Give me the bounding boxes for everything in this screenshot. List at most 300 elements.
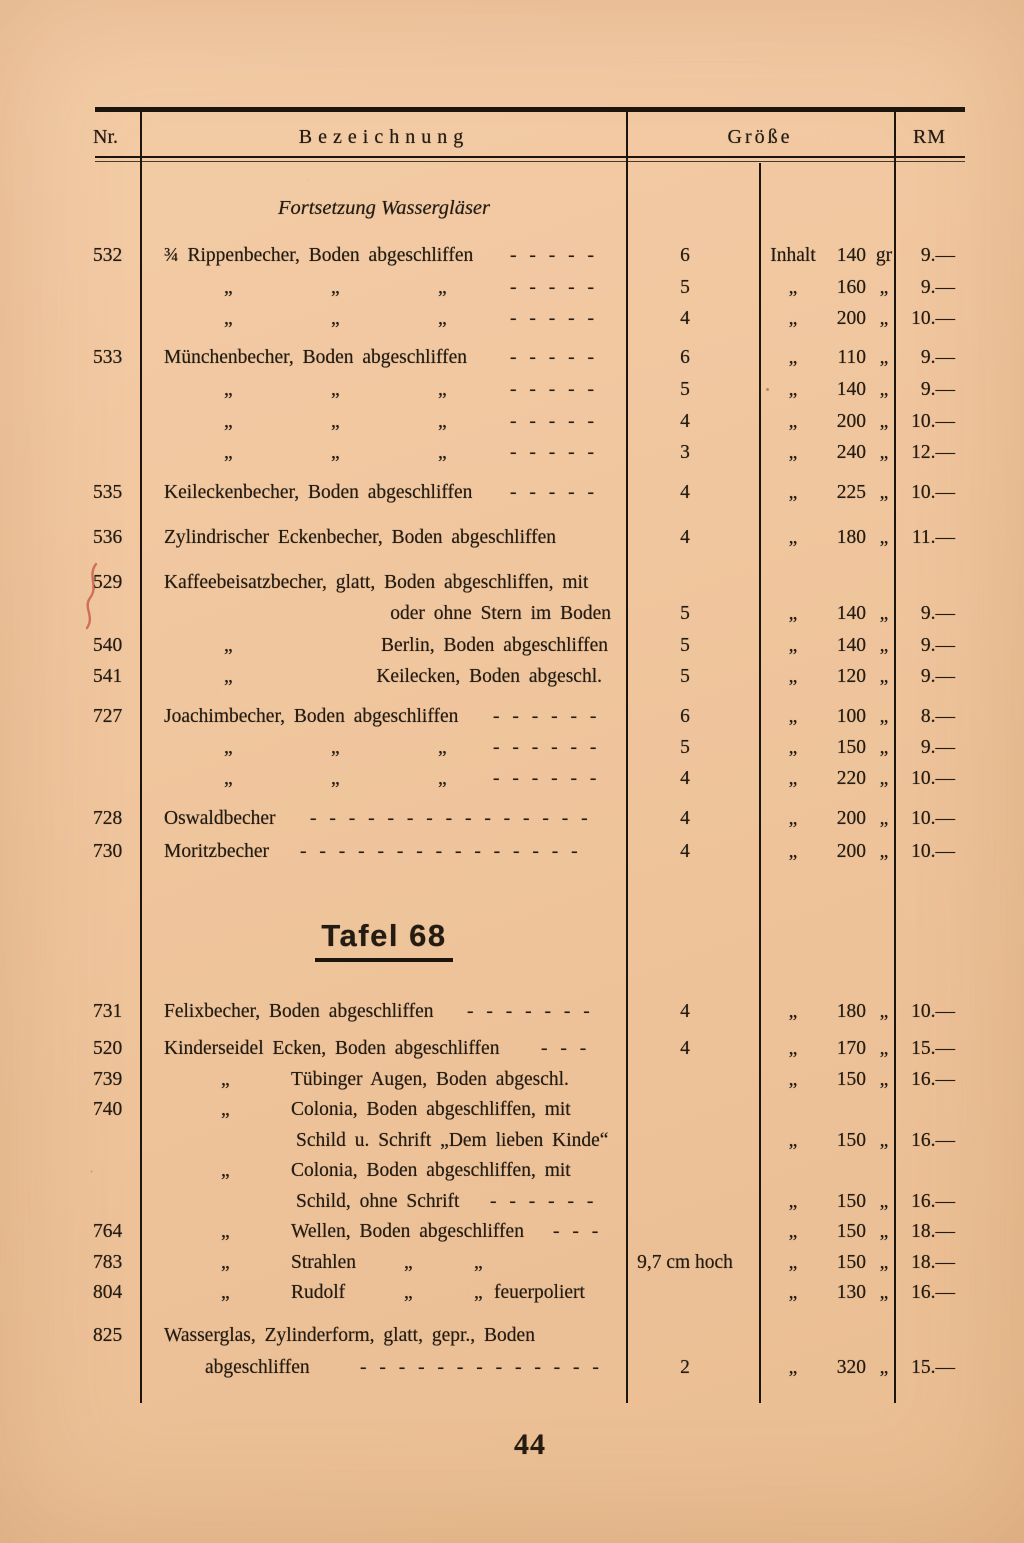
description-text: Colonia, Boden abgeschliffen, mit <box>291 1099 571 1120</box>
content-label: „ <box>788 277 798 298</box>
content-value: 130 <box>836 1282 866 1303</box>
ditto-mark: „ <box>224 379 233 400</box>
table-row <box>0 806 1024 832</box>
ditto-mark: „ <box>438 379 447 400</box>
content-cell <box>759 480 893 506</box>
table-top-rule <box>95 107 965 112</box>
description-text: Moritzbecher <box>164 841 270 862</box>
table-row <box>0 766 1024 792</box>
content-value: 140 <box>836 635 866 656</box>
price-cell: 10.— <box>911 768 955 789</box>
content-cell <box>759 999 893 1025</box>
ditto-mark: „ <box>221 1069 230 1090</box>
leader-dashes: - - - - - - <box>493 768 597 789</box>
item-number-cell: 730 <box>93 841 123 862</box>
content-cell <box>759 1189 893 1215</box>
description-text: Keilecken, Boden abgeschl. <box>376 666 602 687</box>
content-unit: „ <box>879 1357 889 1378</box>
description-cell <box>143 1158 625 1184</box>
description-cell <box>143 601 625 627</box>
table-row <box>0 1250 1024 1276</box>
description-cell <box>143 377 625 403</box>
description-text: Schild u. Schrift „Dem lieben Kinde“ <box>296 1130 609 1151</box>
ditto-mark: „ <box>331 737 340 758</box>
table-row <box>0 839 1024 865</box>
description-text: feuerpoliert <box>494 1282 585 1303</box>
description-cell <box>143 243 625 269</box>
price-cell: 18.— <box>911 1221 955 1242</box>
description-text: Felixbecher, Boden abgeschliffen <box>164 1001 434 1022</box>
leader-dashes: - - - - - <box>510 411 594 432</box>
content-label: „ <box>788 1001 798 1022</box>
content-unit: „ <box>879 482 889 503</box>
size-cell: 6 <box>680 706 690 727</box>
content-value: 100 <box>836 706 866 727</box>
leader-dashes: - - - - - <box>510 245 594 266</box>
description-cell <box>143 409 625 435</box>
price-cell: 9.— <box>920 277 955 298</box>
content-label: „ <box>788 706 798 727</box>
price-cell: 10.— <box>911 482 955 503</box>
column-header-rm: RM <box>912 126 947 148</box>
size-cell: 2 <box>680 1357 690 1378</box>
content-cell <box>759 1067 893 1093</box>
content-label: „ <box>788 1069 798 1090</box>
size-cell: 5 <box>680 379 690 400</box>
red-pencil-mark <box>80 560 106 632</box>
item-number-cell: 541 <box>93 666 123 687</box>
content-value: 150 <box>836 1130 866 1151</box>
leader-dashes: - - - - - - <box>493 706 597 727</box>
price-cell: 16.— <box>911 1282 955 1303</box>
description-text: Kinderseidel Ecken, Boden abgeschliffen <box>164 1038 500 1059</box>
price-cell: 10.— <box>911 808 955 829</box>
content-unit: „ <box>879 442 889 463</box>
content-unit: „ <box>879 841 889 862</box>
table-row <box>0 525 1024 551</box>
content-value: 170 <box>836 1038 866 1059</box>
ditto-mark: „ <box>404 1252 413 1273</box>
table-row <box>0 409 1024 435</box>
description-cell <box>143 999 625 1025</box>
item-number-cell: 520 <box>93 1038 123 1059</box>
content-value: 140 <box>836 379 866 400</box>
content-label: „ <box>788 1130 798 1151</box>
content-unit: „ <box>879 1221 889 1242</box>
content-unit: „ <box>879 1191 889 1212</box>
leader-dashes: - - - - - <box>510 347 594 368</box>
item-number-cell: 783 <box>93 1252 123 1273</box>
table-row <box>0 1323 1024 1349</box>
item-number-cell: 535 <box>93 482 123 503</box>
content-unit: „ <box>879 1130 889 1151</box>
description-text: Oswaldbecher <box>164 808 276 829</box>
ditto-mark: „ <box>438 277 447 298</box>
description-cell <box>143 345 625 371</box>
content-cell <box>759 1128 893 1154</box>
table-row <box>0 1280 1024 1306</box>
price-cell: 10.— <box>911 411 955 432</box>
price-cell: 9.— <box>920 666 955 687</box>
description-cell <box>143 664 625 690</box>
content-value: 200 <box>836 808 866 829</box>
ditto-mark: „ <box>224 277 233 298</box>
leader-dashes: - - - - - - - - - - - - - - - <box>310 808 588 829</box>
content-cell <box>759 377 893 403</box>
price-cell: 12.— <box>911 442 955 463</box>
content-cell <box>759 306 893 332</box>
price-cell: 9.— <box>920 245 955 266</box>
content-label: „ <box>788 603 798 624</box>
ditto-mark: „ <box>331 277 340 298</box>
content-cell <box>759 601 893 627</box>
content-cell <box>759 806 893 832</box>
item-number-cell: 536 <box>93 527 123 548</box>
ditto-mark: „ <box>221 1282 230 1303</box>
content-unit: gr <box>875 245 893 266</box>
ditto-mark: „ <box>438 768 447 789</box>
item-number-cell: 825 <box>93 1325 123 1346</box>
description-cell <box>143 570 625 596</box>
item-number-cell: 739 <box>93 1069 123 1090</box>
price-cell: 10.— <box>911 1001 955 1022</box>
description-text: Berlin, Boden abgeschliffen <box>381 635 608 656</box>
table-row <box>0 704 1024 730</box>
content-unit: „ <box>879 347 889 368</box>
content-label: „ <box>788 1357 798 1378</box>
section-title: Fortsetzung Wassergläser <box>277 197 491 219</box>
ditto-mark: „ <box>224 442 233 463</box>
description-text: Joachimbecher, Boden abgeschliffen <box>164 706 459 727</box>
content-label: „ <box>788 1252 798 1273</box>
paper-specks <box>766 388 769 391</box>
table-row <box>0 1036 1024 1062</box>
size-cell: 4 <box>680 482 690 503</box>
size-cell: 4 <box>680 1001 690 1022</box>
table-row <box>0 1067 1024 1093</box>
header-separator-rule <box>95 156 965 158</box>
table-row <box>0 999 1024 1025</box>
description-cell <box>143 1189 625 1215</box>
content-cell <box>759 633 893 659</box>
content-label: „ <box>788 666 798 687</box>
price-cell: 9.— <box>920 379 955 400</box>
content-value: 140 <box>836 603 866 624</box>
table-row <box>0 1158 1024 1184</box>
content-unit: „ <box>879 808 889 829</box>
leader-dashes: - - - <box>553 1221 599 1242</box>
content-value: 150 <box>836 1221 866 1242</box>
table-row <box>0 275 1024 301</box>
item-number-cell: 529 <box>93 572 123 593</box>
item-number-cell: 740 <box>93 1099 123 1120</box>
content-value: 220 <box>836 768 866 789</box>
content-cell <box>759 409 893 435</box>
ditto-mark: „ <box>404 1282 413 1303</box>
price-cell: 18.— <box>911 1252 955 1273</box>
ditto-mark: „ <box>438 737 447 758</box>
description-text: ¾ Rippenbecher, Boden abgeschliffen <box>164 245 474 266</box>
ditto-mark: „ <box>331 768 340 789</box>
column-header-groesse: Größe <box>727 126 793 148</box>
table-row <box>0 735 1024 761</box>
description-text: Strahlen <box>291 1252 356 1273</box>
leader-dashes: - - - - - - - - - - - - - <box>360 1357 599 1378</box>
description-cell <box>143 735 625 761</box>
content-unit: „ <box>879 308 889 329</box>
description-text: Kaffeebeisatzbecher, glatt, Boden abgeschliffen, mit <box>164 572 589 593</box>
description-text: Wasserglas, Zylinderform, glatt, gepr., Boden <box>164 1325 535 1346</box>
description-text: Colonia, Boden abgeschliffen, mit <box>291 1160 571 1181</box>
price-cell: 11.— <box>911 527 955 548</box>
item-number-cell: 731 <box>93 1001 123 1022</box>
leader-dashes: - - - - - - - <box>467 1001 590 1022</box>
description-text: Tübinger Augen, Boden abgeschl. <box>291 1069 569 1090</box>
description-cell <box>143 839 625 865</box>
content-cell <box>759 525 893 551</box>
tafel-heading: Tafel 68 <box>143 918 625 962</box>
content-value: 120 <box>836 666 866 687</box>
content-label: „ <box>788 379 798 400</box>
content-value: 320 <box>836 1357 866 1378</box>
ditto-mark: „ <box>438 442 447 463</box>
content-unit: „ <box>879 411 889 432</box>
content-value: 160 <box>836 277 866 298</box>
item-number-cell: 533 <box>93 347 123 368</box>
size-cell: 5 <box>680 277 690 298</box>
description-cell <box>143 1036 625 1062</box>
description-cell <box>143 1250 625 1276</box>
ditto-mark: „ <box>224 737 233 758</box>
item-number-cell: 804 <box>93 1282 123 1303</box>
content-unit: „ <box>879 603 889 624</box>
price-cell: 16.— <box>911 1069 955 1090</box>
ditto-mark: „ <box>331 411 340 432</box>
size-cell: 4 <box>680 527 690 548</box>
description-cell <box>143 806 625 832</box>
content-cell <box>759 1219 893 1245</box>
content-label: „ <box>788 1282 798 1303</box>
page-number: 44 <box>514 1428 546 1461</box>
size-cell: 5 <box>680 666 690 687</box>
content-label: „ <box>788 442 798 463</box>
description-text: Wellen, Boden abgeschliffen <box>291 1221 524 1242</box>
content-cell <box>759 1036 893 1062</box>
size-cell: 3 <box>680 442 690 463</box>
content-label: „ <box>788 1038 798 1059</box>
content-label: „ <box>788 527 798 548</box>
content-cell <box>759 1280 893 1306</box>
item-number-cell: 728 <box>93 808 123 829</box>
price-cell: 9.— <box>920 603 955 624</box>
ditto-mark: „ <box>474 1282 483 1303</box>
size-cell: 4 <box>680 808 690 829</box>
column-header-bezeichnung: Bezeichnung <box>298 126 470 148</box>
ditto-mark: „ <box>331 442 340 463</box>
size-cell: 9,7 cm hoch <box>637 1252 733 1273</box>
size-cell: 6 <box>680 245 690 266</box>
price-cell: 15.— <box>911 1038 955 1059</box>
size-cell: 4 <box>680 308 690 329</box>
content-label: „ <box>788 308 798 329</box>
description-cell <box>143 1280 625 1306</box>
content-cell <box>759 243 893 269</box>
table-row <box>0 1219 1024 1245</box>
leader-dashes: - - - - - <box>510 277 594 298</box>
leader-dashes: - - - - - - <box>493 737 597 758</box>
content-value: 140 <box>836 245 866 266</box>
table-row <box>0 570 1024 596</box>
leader-dashes: - - - - - - - - - - - - - - - <box>300 841 578 862</box>
content-cell <box>759 766 893 792</box>
description-text: Schild, ohne Schrift <box>296 1191 460 1212</box>
content-label: „ <box>788 737 798 758</box>
table-row <box>0 601 1024 627</box>
price-cell: 10.— <box>911 308 955 329</box>
content-cell <box>759 839 893 865</box>
content-unit: „ <box>879 1252 889 1273</box>
ditto-mark: „ <box>224 411 233 432</box>
content-unit: „ <box>879 635 889 656</box>
content-value: 200 <box>836 841 866 862</box>
item-number-cell: 540 <box>93 635 123 656</box>
leader-dashes: - - - - - <box>510 442 594 463</box>
table-row <box>0 633 1024 659</box>
content-value: 110 <box>837 347 866 368</box>
ditto-mark: „ <box>224 635 233 656</box>
content-unit: „ <box>879 1001 889 1022</box>
price-cell: 10.— <box>911 841 955 862</box>
description-cell <box>143 766 625 792</box>
price-cell: 9.— <box>920 347 955 368</box>
leader-dashes: - - - - - <box>510 482 594 503</box>
content-unit: „ <box>879 277 889 298</box>
item-number-cell: 764 <box>93 1221 123 1242</box>
table-row <box>0 1097 1024 1123</box>
content-value: 150 <box>836 1191 866 1212</box>
description-cell <box>143 1323 625 1349</box>
content-value: 240 <box>836 442 866 463</box>
price-cell: 16.— <box>911 1130 955 1151</box>
ditto-mark: „ <box>474 1252 483 1273</box>
content-unit: „ <box>879 706 889 727</box>
item-number-cell: 727 <box>93 706 123 727</box>
description-cell <box>143 480 625 506</box>
table-row <box>0 345 1024 371</box>
size-cell: 5 <box>680 635 690 656</box>
header-separator-rule-thin <box>95 161 965 162</box>
item-number-cell: 532 <box>93 245 123 266</box>
leader-dashes: - - - - - <box>510 379 594 400</box>
content-unit: „ <box>879 666 889 687</box>
content-cell <box>759 1250 893 1276</box>
size-cell: 5 <box>680 603 690 624</box>
table-row <box>0 1189 1024 1215</box>
leader-dashes: - - - <box>541 1038 587 1059</box>
content-label: „ <box>788 1221 798 1242</box>
ditto-mark: „ <box>221 1160 230 1181</box>
ditto-mark: „ <box>438 411 447 432</box>
content-cell <box>759 735 893 761</box>
table-row <box>0 1355 1024 1381</box>
description-text: abgeschliffen <box>205 1357 310 1378</box>
table-row <box>0 440 1024 466</box>
ditto-mark: „ <box>224 768 233 789</box>
table-row <box>0 664 1024 690</box>
content-unit: „ <box>879 379 889 400</box>
content-value: 225 <box>836 482 866 503</box>
price-cell: 15.— <box>911 1357 955 1378</box>
table-row <box>0 1128 1024 1154</box>
description-text: Keileckenbecher, Boden abgeschliffen <box>164 482 473 503</box>
description-cell <box>143 704 625 730</box>
content-cell <box>759 1355 893 1381</box>
content-label: „ <box>788 347 798 368</box>
description-cell <box>143 1128 625 1154</box>
ditto-mark: „ <box>331 308 340 329</box>
content-label: „ <box>788 411 798 432</box>
price-cell: 9.— <box>920 737 955 758</box>
ditto-mark: „ <box>438 308 447 329</box>
content-cell <box>759 440 893 466</box>
content-unit: „ <box>879 1038 889 1059</box>
content-label: „ <box>788 482 798 503</box>
content-value: 150 <box>836 1069 866 1090</box>
description-text: Münchenbecher, Boden abgeschliffen <box>164 347 468 368</box>
price-cell: 16.— <box>911 1191 955 1212</box>
content-unit: „ <box>879 1282 889 1303</box>
content-cell <box>759 664 893 690</box>
description-text: Zylindrischer Eckenbecher, Boden abgeschliffen <box>164 527 557 548</box>
table-row <box>0 480 1024 506</box>
content-label: „ <box>788 635 798 656</box>
description-cell <box>143 1097 625 1123</box>
table-row <box>0 306 1024 332</box>
description-text: Rudolf <box>291 1282 346 1303</box>
content-unit: „ <box>879 527 889 548</box>
description-cell <box>143 633 625 659</box>
price-cell: 8.— <box>920 706 955 727</box>
content-unit: „ <box>879 737 889 758</box>
content-label: „ <box>788 808 798 829</box>
column-header-nr: Nr. <box>93 126 118 148</box>
description-cell <box>143 1355 625 1381</box>
ditto-mark: „ <box>224 308 233 329</box>
content-unit: „ <box>879 768 889 789</box>
price-cell: 9.— <box>920 635 955 656</box>
size-cell: 4 <box>680 841 690 862</box>
ditto-mark: „ <box>221 1221 230 1242</box>
leader-dashes: - - - - - - <box>490 1191 594 1212</box>
content-cell <box>759 345 893 371</box>
ditto-mark: „ <box>221 1252 230 1273</box>
content-label: „ <box>788 841 798 862</box>
size-cell: 6 <box>680 347 690 368</box>
size-cell: 5 <box>680 737 690 758</box>
content-cell <box>759 275 893 301</box>
size-cell: 4 <box>680 411 690 432</box>
leader-dashes: - - - - - <box>510 308 594 329</box>
table-row <box>0 243 1024 269</box>
description-cell <box>143 525 625 551</box>
ditto-mark: „ <box>224 666 233 687</box>
size-cell: 4 <box>680 1038 690 1059</box>
content-value: 150 <box>836 1252 866 1273</box>
content-label: Inhalt <box>770 245 816 266</box>
content-value: 200 <box>836 411 866 432</box>
content-value: 150 <box>836 737 866 758</box>
table-row <box>0 377 1024 403</box>
